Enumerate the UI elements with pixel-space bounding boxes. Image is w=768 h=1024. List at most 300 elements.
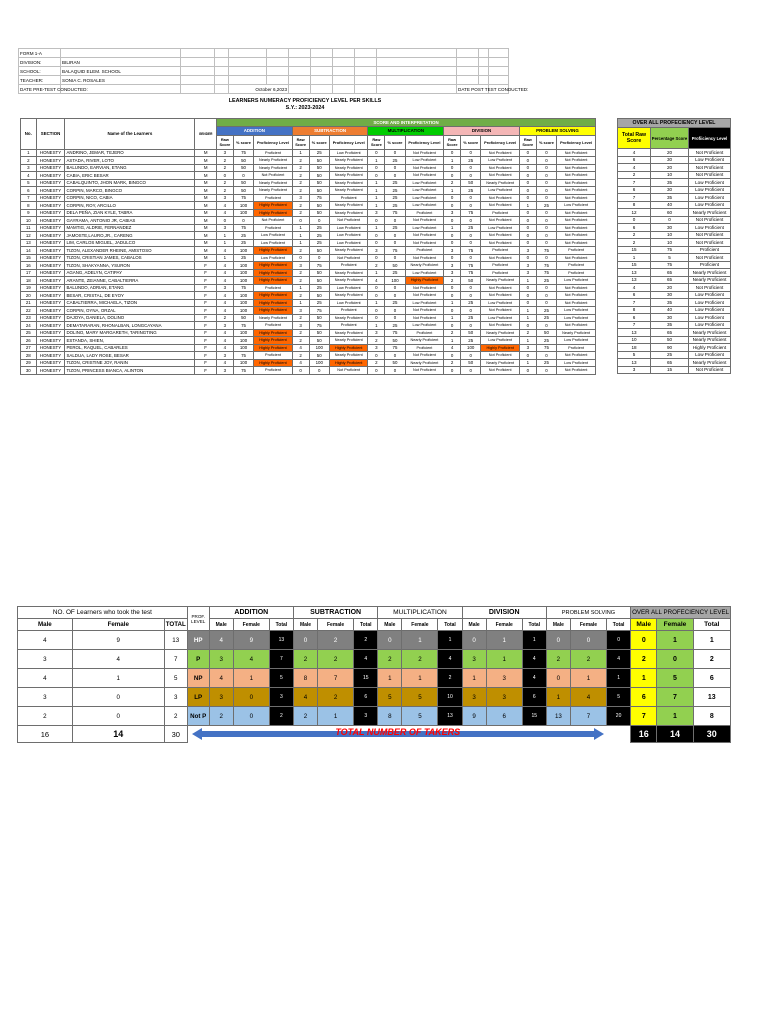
raw-score: 0: [368, 352, 385, 360]
learner-gender: M: [195, 187, 217, 195]
info-cell: [229, 76, 267, 85]
learner-no: 16: [21, 262, 37, 270]
learner-section: HONESTY: [36, 239, 65, 247]
raw-score: 1: [368, 224, 385, 232]
proficiency-level: Nearly Proficient: [254, 314, 292, 322]
overall-pct: 0: [651, 216, 689, 224]
learner-section: HONESTY: [36, 307, 65, 315]
raw-score: 4: [292, 359, 309, 367]
raw-score: 1: [368, 202, 385, 210]
overall-level: Nearly Proficient: [689, 329, 731, 337]
proficiency-level: Low Proficient: [405, 194, 443, 202]
sum-overall-header: OVER ALL PROFECIENCY LEVEL: [631, 607, 731, 619]
proficiency-level: Not Proficient: [557, 217, 596, 225]
info-cell: [355, 85, 377, 94]
skill-male: 1: [462, 669, 486, 688]
raw-score: 1: [444, 314, 461, 322]
learner-name: CORPIN, MARCO, BINGCO: [65, 187, 195, 195]
proficiency-level: Nearly Proficient: [329, 179, 367, 187]
learner-row: [21, 247, 596, 255]
proficiency-level: Proficient: [254, 352, 292, 360]
overall-raw: 1: [618, 254, 651, 262]
sum-skill-subtraction: SUBTRACTION: [293, 607, 377, 619]
proficiency-level: Proficient: [481, 209, 519, 217]
overall-row: [618, 246, 731, 254]
raw-score: 0: [444, 217, 461, 225]
pct-score: 25: [385, 224, 405, 232]
raw-score: 4: [216, 269, 233, 277]
sub-proficiency: Proficiency Level: [254, 135, 292, 149]
pct-score: 25: [309, 299, 329, 307]
raw-score: 4: [216, 209, 233, 217]
pct-score: 100: [309, 344, 329, 352]
raw-score: 0: [368, 239, 385, 247]
learner-section: HONESTY: [36, 262, 65, 270]
skill-female: 0: [233, 707, 269, 726]
raw-score: 2: [292, 172, 309, 180]
skill-total: Total: [269, 619, 293, 631]
raw-score: 0: [216, 217, 233, 225]
overall-female: 7: [657, 688, 693, 707]
skill-female: 4: [233, 650, 269, 669]
takers-total: 2: [164, 707, 187, 726]
overall-pct: 75: [651, 261, 689, 269]
pct-score: 100: [309, 359, 329, 367]
overall-level: Low Proficient: [689, 306, 731, 314]
overall-male: 1: [631, 669, 657, 688]
skill-male: Male: [462, 619, 486, 631]
pct-score: 0: [309, 367, 329, 375]
proficiency-level: Highly Proficient: [254, 344, 292, 352]
pct-score: 50: [309, 247, 329, 255]
proficiency-level: Not Proficient: [481, 232, 519, 240]
pct-score: 0: [233, 172, 253, 180]
pct-score: 75: [309, 307, 329, 315]
proficiency-level: Not Proficient: [557, 352, 596, 360]
pct-score: 0: [461, 254, 481, 262]
proficiency-level: Low Proficient: [481, 187, 519, 195]
pct-score: 50: [309, 292, 329, 300]
pct-score: 25: [309, 149, 329, 157]
pct-score: 25: [385, 299, 405, 307]
pct-score: 0: [461, 232, 481, 240]
overall-pct: 35: [651, 299, 689, 307]
skill-total: 6: [354, 688, 378, 707]
proficiency-level: Highly Proficient: [329, 359, 367, 367]
learner-section: HONESTY: [36, 359, 65, 367]
overall-level: Highly Proficient: [689, 344, 731, 352]
info-cell: [377, 76, 457, 85]
learner-gender: M: [195, 179, 217, 187]
pct-score: 50: [233, 314, 253, 322]
overall-raw: 15: [618, 261, 651, 269]
pct-score: 75: [233, 352, 253, 360]
raw-score: 4: [216, 247, 233, 255]
pct-score: 50: [385, 337, 405, 345]
learner-section: HONESTY: [36, 284, 65, 292]
overall-raw: 6: [618, 291, 651, 299]
raw-score: 3: [292, 262, 309, 270]
skill-total: 4: [607, 650, 631, 669]
overall-level: Not Proficient: [689, 149, 731, 157]
learner-row: [21, 314, 596, 322]
learner-row: [21, 344, 596, 352]
pct-score: 25: [461, 157, 481, 165]
pct-score: 75: [536, 269, 556, 277]
skill-total: 2: [438, 669, 462, 688]
proficiency-level: Not Proficient: [557, 187, 596, 195]
info-row: [19, 49, 509, 58]
proficiency-level: Not Proficient: [557, 172, 596, 180]
skill-female: Female: [318, 619, 354, 631]
info-cell: [489, 76, 509, 85]
pct-score: 0: [536, 367, 556, 375]
pct-score: 0: [536, 172, 556, 180]
skill-male: Male: [378, 619, 402, 631]
pct-score: 50: [385, 262, 405, 270]
proficiency-level: Proficient: [329, 194, 367, 202]
raw-score: 3: [292, 194, 309, 202]
pct-score: 25: [385, 202, 405, 210]
overall-pct: 10: [651, 171, 689, 179]
learner-gender: F: [195, 292, 217, 300]
learner-name: MAMTIG, ALDRIE, FERNANDEZ: [65, 224, 195, 232]
overall-level: Nearly Proficient: [689, 269, 731, 277]
skill-female: 1: [402, 631, 438, 650]
skill-total: 1: [438, 631, 462, 650]
raw-score: 1: [519, 359, 536, 367]
skill-female: Female: [233, 619, 269, 631]
proficiency-level: Not Proficient: [557, 322, 596, 330]
overall-pct: 25: [651, 351, 689, 359]
info-cell: [181, 67, 215, 76]
overall-row: [618, 231, 731, 239]
skill-male: Male: [209, 619, 233, 631]
pct-score: 50: [309, 164, 329, 172]
proficiency-level: Not Proficient: [254, 217, 292, 225]
skill-total: 5: [607, 688, 631, 707]
raw-score: 1: [444, 187, 461, 195]
col-no: No.: [21, 119, 37, 150]
pct-score: 0: [385, 149, 405, 157]
proficiency-level: Proficient: [254, 224, 292, 232]
info-cell: [229, 58, 267, 67]
skill-female: 1: [402, 669, 438, 688]
overall-level: Proficient: [689, 246, 731, 254]
overall-level: Low Proficient: [689, 156, 731, 164]
learner-section: HONESTY: [36, 209, 65, 217]
sub-raw-score: Raw Score: [216, 135, 233, 149]
learner-name: CORPIN, OYNA, ORZAL: [65, 307, 195, 315]
overall-row: [618, 291, 731, 299]
proficiency-level: Low Proficient: [557, 359, 596, 367]
learner-no: 13: [21, 239, 37, 247]
overall-raw: 7: [618, 321, 651, 329]
proficiency-level: Not Proficient: [557, 149, 596, 157]
pct-score: 100: [233, 292, 253, 300]
raw-score: 3: [292, 322, 309, 330]
learner-name: TIZON, PRINCESS BIANCA, ALINTON: [65, 367, 195, 375]
pct-score: 75: [233, 284, 253, 292]
raw-score: 3: [519, 344, 536, 352]
learner-gender: M: [195, 224, 217, 232]
raw-score: 1: [368, 322, 385, 330]
proficiency-level: Low Proficient: [481, 314, 519, 322]
raw-score: 0: [519, 224, 536, 232]
overall-pct: 50: [651, 336, 689, 344]
raw-score: 2: [444, 329, 461, 337]
pct-score: 100: [233, 307, 253, 315]
overall-total-male: 16: [631, 726, 657, 743]
pct-score: 25: [309, 284, 329, 292]
learner-row: [21, 202, 596, 210]
overall-pct: 30: [651, 186, 689, 194]
info-cell: [457, 76, 479, 85]
skill-total: 1: [522, 631, 546, 650]
pct-score: 0: [461, 194, 481, 202]
pct-score: 75: [385, 247, 405, 255]
overall-raw: 15: [618, 246, 651, 254]
pct-score: 0: [461, 284, 481, 292]
overall-male: 2: [631, 650, 657, 669]
learner-name: DEMATARARAN, RHONALBAN, LONGCAYANA: [65, 322, 195, 330]
raw-score: 0: [444, 194, 461, 202]
overall-level: Not Proficient: [689, 254, 731, 262]
proficiency-level: Proficient: [254, 284, 292, 292]
learner-section: HONESTY: [36, 224, 65, 232]
learner-name: CORPIN, ROY, ARCILLO: [65, 202, 195, 210]
skill-total: 2: [354, 631, 378, 650]
learner-row: [21, 172, 596, 180]
learner-row: [21, 164, 596, 172]
learner-gender: M: [195, 247, 217, 255]
overall-level: Proficient: [689, 261, 731, 269]
proficiency-level: Low Proficient: [481, 337, 519, 345]
raw-score: 1: [292, 149, 309, 157]
form-info-table: [18, 48, 529, 94]
info-value: BILIRAN: [61, 58, 181, 67]
skill-male: 9: [462, 707, 486, 726]
info-cell: [311, 76, 333, 85]
report-subtitle: S.Y.: 2023-2024: [285, 105, 325, 111]
skill-male: 5: [378, 688, 402, 707]
raw-score: 0: [519, 164, 536, 172]
proficiency-level: Highly Proficient: [254, 262, 292, 270]
info-cell: [229, 49, 267, 58]
proficiency-level: Not Proficient: [405, 232, 443, 240]
pct-score: 50: [385, 359, 405, 367]
pct-score: 50: [461, 179, 481, 187]
pct-score: 25: [461, 337, 481, 345]
raw-score: 3: [292, 307, 309, 315]
overall-total-female: 14: [657, 726, 693, 743]
skill-total: 3: [354, 707, 378, 726]
proficiency-level: Nearly Proficient: [405, 359, 443, 367]
proficiency-level: Highly Proficient: [254, 299, 292, 307]
learner-name: GAYRAMA, ANTONIO JR, CABIAS: [65, 217, 195, 225]
pct-score: 75: [536, 262, 556, 270]
raw-score: 0: [444, 239, 461, 247]
skill-total: 4: [354, 650, 378, 669]
learner-no: 24: [21, 322, 37, 330]
total-takers-banner: [187, 726, 630, 743]
skill-male: 2: [378, 650, 402, 669]
raw-score: 0: [444, 322, 461, 330]
raw-score: 3: [368, 209, 385, 217]
raw-score: 4: [216, 344, 233, 352]
proficiency-level: Low Proficient: [557, 277, 596, 285]
info-cell: [377, 67, 457, 76]
proficiency-level: Nearly Proficient: [254, 179, 292, 187]
skill-subtraction: SUBTRACTION: [292, 126, 368, 135]
pct-score: 25: [536, 337, 556, 345]
sub-pct-score: % score: [536, 135, 556, 149]
info-row: [19, 85, 509, 94]
overall-pct: 10: [651, 239, 689, 247]
proficiency-level: Proficient: [405, 344, 443, 352]
pct-score: 75: [536, 247, 556, 255]
totals-male: 16: [18, 726, 73, 743]
total-takers-label: TOTAL NUMBER OF TAKERS: [335, 727, 461, 737]
raw-score: 3: [368, 329, 385, 337]
learner-no: 21: [21, 299, 37, 307]
overall-row: [618, 194, 731, 202]
raw-score: 0: [368, 164, 385, 172]
raw-score: 2: [216, 314, 233, 322]
overall-total: 13: [693, 688, 730, 707]
overall-raw: 0: [618, 216, 651, 224]
learner-section: HONESTY: [36, 352, 65, 360]
learner-name: BESAR, CRISTAL, DE EYOY: [65, 292, 195, 300]
info-cell: [289, 85, 311, 94]
pct-score: 0: [536, 254, 556, 262]
pct-score: 100: [233, 359, 253, 367]
raw-score: 0: [519, 157, 536, 165]
learner-no: 1: [21, 149, 37, 157]
proficiency-level: Highly Proficient: [254, 277, 292, 285]
proficiency-level: Proficient: [254, 149, 292, 157]
raw-score: 0: [368, 314, 385, 322]
pct-score: 25: [536, 277, 556, 285]
prof-level-not-p: Not P: [187, 707, 209, 726]
overall-raw: 13: [618, 276, 651, 284]
raw-score: 0: [519, 322, 536, 330]
raw-score: 4: [216, 277, 233, 285]
learner-no: 9: [21, 209, 37, 217]
proficiency-level: Not Proficient: [405, 367, 443, 375]
pct-score: 50: [536, 329, 556, 337]
proficiency-level: Nearly Proficient: [329, 209, 367, 217]
learner-row: [21, 352, 596, 360]
pct-score: 100: [233, 262, 253, 270]
learner-name: SALDUA, LADY ROSE, BESAR: [65, 352, 195, 360]
learner-row: [21, 292, 596, 300]
learner-no: 5: [21, 179, 37, 187]
raw-score: 0: [444, 149, 461, 157]
info-post-label: DATE POST TEST CONDUCTED:: [458, 86, 529, 92]
proficiency-level: Nearly Proficient: [254, 157, 292, 165]
learner-no: 12: [21, 232, 37, 240]
proficiency-level: Proficient: [254, 322, 292, 330]
overall-level: Nearly Proficient: [689, 336, 731, 344]
pct-score: 25: [536, 359, 556, 367]
overall-row: [618, 321, 731, 329]
raw-score: 0: [519, 187, 536, 195]
info-label: DIVISION:: [19, 58, 61, 67]
proficiency-level: Nearly Proficient: [329, 329, 367, 337]
overall-level: Low Proficient: [689, 194, 731, 202]
pct-score: 0: [461, 352, 481, 360]
proficiency-level: Low Proficient: [557, 202, 596, 210]
skill-female: 2: [318, 631, 354, 650]
raw-score: 1: [444, 337, 461, 345]
overall-pct: 35: [651, 194, 689, 202]
learner-section: HONESTY: [36, 277, 65, 285]
proficiency-level: Not Proficient: [405, 172, 443, 180]
raw-score: 2: [292, 352, 309, 360]
learner-gender: F: [195, 329, 217, 337]
takers-male: 3: [18, 688, 73, 707]
proficiency-level: Not Proficient: [481, 367, 519, 375]
pct-score: 75: [233, 322, 253, 330]
proficiency-level: Highly Proficient: [254, 269, 292, 277]
pct-score: 25: [461, 299, 481, 307]
overall-level: Low Proficient: [689, 291, 731, 299]
proficiency-level: Nearly Proficient: [329, 157, 367, 165]
skill-female: 2: [570, 650, 606, 669]
info-cell: [333, 67, 355, 76]
learner-section: HONESTY: [36, 344, 65, 352]
learner-row: [21, 262, 596, 270]
learner-gender: F: [195, 269, 217, 277]
skill-male: 3: [462, 650, 486, 669]
proficiency-level: Not Proficient: [481, 202, 519, 210]
proficiency-level: Low Proficient: [329, 299, 367, 307]
overall-total: 8: [693, 707, 730, 726]
overall-pct: 20: [651, 284, 689, 292]
overall-raw: 13: [618, 269, 651, 277]
raw-score: 0: [519, 217, 536, 225]
learner-section: HONESTY: [36, 194, 65, 202]
raw-score: 4: [216, 337, 233, 345]
overall-raw: 2: [618, 231, 651, 239]
learner-gender: M: [195, 164, 217, 172]
info-label: TEACHER:: [19, 76, 61, 85]
raw-score: 3: [216, 149, 233, 157]
pct-score: 75: [461, 247, 481, 255]
proficiency-level: Nearly Proficient: [254, 164, 292, 172]
info-cell: [215, 49, 229, 58]
raw-score: 2: [292, 277, 309, 285]
takers-male: 3: [18, 650, 73, 669]
overall-level: Not Proficient: [689, 231, 731, 239]
proficiency-level: Not Proficient: [405, 307, 443, 315]
skill-total: 4: [522, 650, 546, 669]
info-cell: [181, 76, 215, 85]
overall-female: 5: [657, 669, 693, 688]
takers-female: 9: [72, 631, 164, 650]
skill-male: 8: [293, 669, 317, 688]
raw-score: 0: [519, 194, 536, 202]
info-cell: [377, 49, 457, 58]
proficiency-level: Not Proficient: [481, 254, 519, 262]
overall-pct: 15: [651, 366, 689, 374]
proficiency-level: Proficient: [481, 262, 519, 270]
pct-score: 25: [385, 187, 405, 195]
summary-table: [17, 606, 731, 743]
learner-row: [21, 299, 596, 307]
learner-no: 10: [21, 217, 37, 225]
